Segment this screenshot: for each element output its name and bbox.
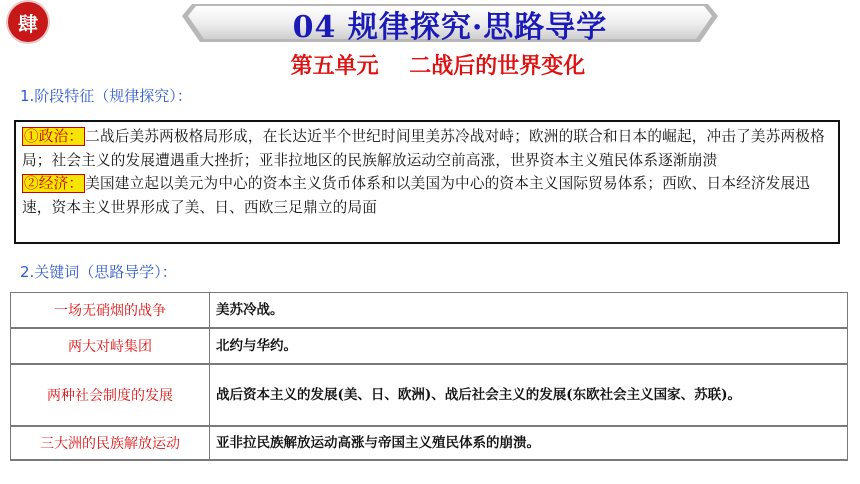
table-row (11, 293, 848, 329)
keywords-table (10, 292, 848, 461)
keyword-cell: 一场无硝烟的战争 (11, 293, 210, 329)
table-row (11, 364, 848, 426)
economy-tag: ②经济： (24, 175, 84, 193)
politics-text: 二战后美苏两极格局形成，在长达近半个世纪时间里美苏冷战对峙；欧洲的联合和日本的崛起，冲击了美苏两极格局；社会主义的发展遭遇重大挫折；亚非拉地区的民族解放运动空前高涨，世界资本主义殖民体系逐渐崩溃 (22, 128, 825, 169)
section-label-features: 1.阶段特征（规律探究）： (20, 87, 192, 105)
seal-char: 肆 (18, 11, 38, 36)
section-label-keywords: 2.关键词（思路导学）： (20, 263, 177, 281)
unit-title: 第五单元 二战后的世界变化 (290, 54, 586, 79)
economy-text: 美国建立起以美元为中心的资本主义货币体系和以美国为中心的资本主义国际贸易体系；西欧、日本经济发展迅速，资本主义世界形成了美、日、西欧三足鼎立的局面 (22, 175, 811, 216)
table-row (11, 426, 848, 460)
seal-logo (8, 2, 48, 42)
politics-tag: ①政治： (24, 128, 84, 145)
keyword-cell: 三大洲的民族解放运动 (11, 426, 210, 460)
page-title: 04 规律探究·思路导学 (292, 10, 608, 45)
keyword-value-cell: 北约与华约。 (210, 328, 848, 364)
features-box (14, 120, 840, 244)
keyword-value-cell: 美苏冷战。 (210, 293, 848, 329)
keyword-cell: 两种社会制度的发展 (11, 364, 210, 426)
keyword-value-cell: 战后资本主义的发展(美、日、欧洲)、战后社会主义的发展(东欧社会主义国家、苏联)。 (210, 364, 848, 426)
keyword-value-cell: 亚非拉民族解放运动高涨与帝国主义殖民体系的崩溃。 (210, 426, 848, 460)
title-banner (180, 2, 720, 46)
table-row (11, 328, 848, 364)
keyword-cell: 两大对峙集团 (11, 328, 210, 364)
